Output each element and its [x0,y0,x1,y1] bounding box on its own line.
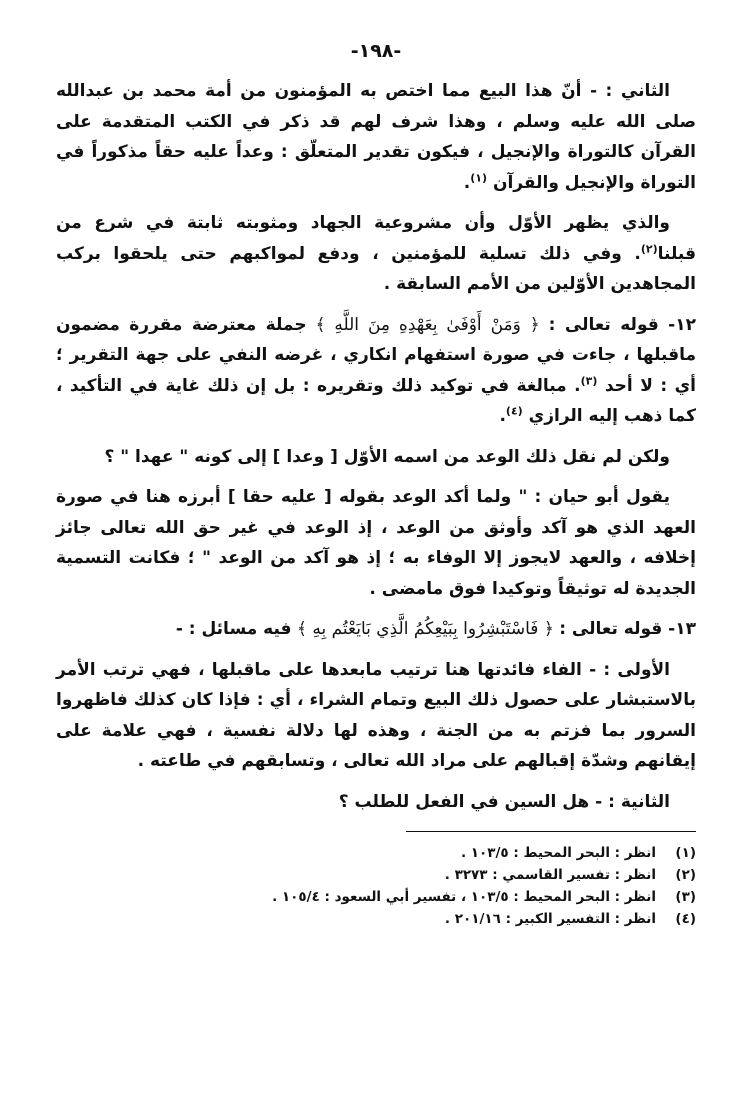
main-text [56,76,696,817]
paragraph-text-end: . وفي ذلك تسلية للمؤمنين ، ودفع لمواكبهم حتى يلحقوا بركب المجاهدين الأوّلين من الأمم السابقة . [56,243,696,294]
paragraph-text: فيه مسائل : - [175,619,292,639]
paragraph-text: أنّ هذا البيع مما اختص به المؤمنون من أمة محمد بن عبدالله صلى الله عليه وسلم ، وهذا شرف لهم قد ذكر في الكتب المتقدمة على القرآن كالتوراة والإنجيل ، فيكون تقدير المتعلّق : وعداً عليه حقاً مذكوراً في التوراة والإنجيل والقرآن [56,81,696,193]
paragraph-first-issue [56,655,696,777]
paragraph-question [56,442,696,473]
footnote-number: (٣) [675,889,696,905]
paragraph-text: يقول أبو حيان : " ولما أكد الوعد بقوله [ عليه حقا ] أبرزه هنا في صورة العهد الذي هو آكد وأوثق من الوعد ، إذ الوعد في غير حق الله تعالى جائز إخلافه ، والعهد لايجوز إلا الوفاء به ؛ إذ هو آكد من الوعد " ؛ فكانت التسمية الجديدة له توثيقاً وتوكيدا فوق مامضى . [56,487,696,599]
footnotes [56,842,696,930]
footnote-text: انظر : البحر المحيط : ١٠٣/٥ ، تفسير أبي السعود : ١٠٥/٤ . [272,889,656,905]
footnote-item [56,886,696,908]
footnote-divider [406,831,696,832]
footnote-item [56,842,696,864]
footnote-ref: (٢) [640,241,658,255]
quran-verse: ﴿ فَاسْتَبْشِرُوا بِبَيْعِكُمُ الَّذِي بَايَعْتُم بِهِ ﴾ [291,619,560,639]
item-lead: ١٣- قوله تعالى : [559,619,696,639]
paragraph-text: هل السين في الفعل للطلب ؟ [338,791,596,812]
paragraph-text-end: . [463,172,471,193]
page-number: -١٩٨- [350,40,402,62]
paragraph-second-issue [56,787,696,818]
paragraph-text-end: . [499,406,506,426]
paragraph-lead: الثانية : - [595,791,670,812]
quran-verse: ﴿ وَمَنْ أَوْفَىٰ بِعَهْدِهِ مِنَ اللَّهِ ﴾ [306,314,549,335]
footnote-text: انظر : التفسير الكبير : ٢٠١/١٦ . [444,911,656,927]
item-lead: ١٢- قوله تعالى : [548,314,696,335]
paragraph-lead: الثاني : - [589,81,670,101]
footnote-item [56,864,696,886]
footnote-number: (١) [675,845,696,861]
paragraph-text-middle: . مبالغة في توكيد ذلك وتقريره : بل إن ذلك غاية في التأكيد ، كما ذهب إليه الرازي [56,375,696,426]
paragraph-item-12 [56,310,696,432]
paragraph-text: جملة معترضة مقررة مضمون ماقبلها ، جاءت في صورة استفهام انكاري ، غرضه النفي على جهة التقرير ؛ أي : لا أحد [56,314,696,396]
paragraph-text: الفاء فائدتها هنا ترتيب مابعدها على ماقبلها ، فهي ترتب الأمر بالاستبشار على حصول ذلك البيع وتمام الشراء ، أي : فإذا كان كذلك فاظهروا السرور بما فزتم به من الجنة ، وهذه لها دلالة نفسية ، فهي علامة على إيقانهم وشدّة إقبالهم على مراد الله تعالى ، وتسابقهم في طاعته . [56,659,696,771]
paragraph-conclusion [56,208,696,300]
footnote-item [56,908,696,930]
paragraph-text: ولكن لم نقل ذلك الوعد من اسمه الأوّل [ وعدا ] إلى كونه " عهدا " ؟ [104,446,670,467]
footnote-ref: (٤) [505,404,523,418]
paragraph-lead: الأولى : - [589,659,670,680]
paragraph-item-13 [56,614,696,645]
paragraph-second [56,76,696,198]
paragraph-abu-hayyan [56,482,696,604]
footnote-text: انظر : تفسير القاسمي : ٣٢٧٣ . [444,867,656,883]
footnote-number: (٢) [675,867,696,883]
paragraph-text: والذي يظهر الأوّل وأن مشروعية الجهاد ومثوبته ثابتة في شرع من قبلنا [56,213,696,264]
footnote-text: انظر : البحر المحيط : ١٠٣/٥ . [460,845,656,861]
footnote-ref: (١) [470,170,488,184]
footnote-ref: (٣) [580,373,598,387]
footnote-number: (٤) [675,911,696,927]
